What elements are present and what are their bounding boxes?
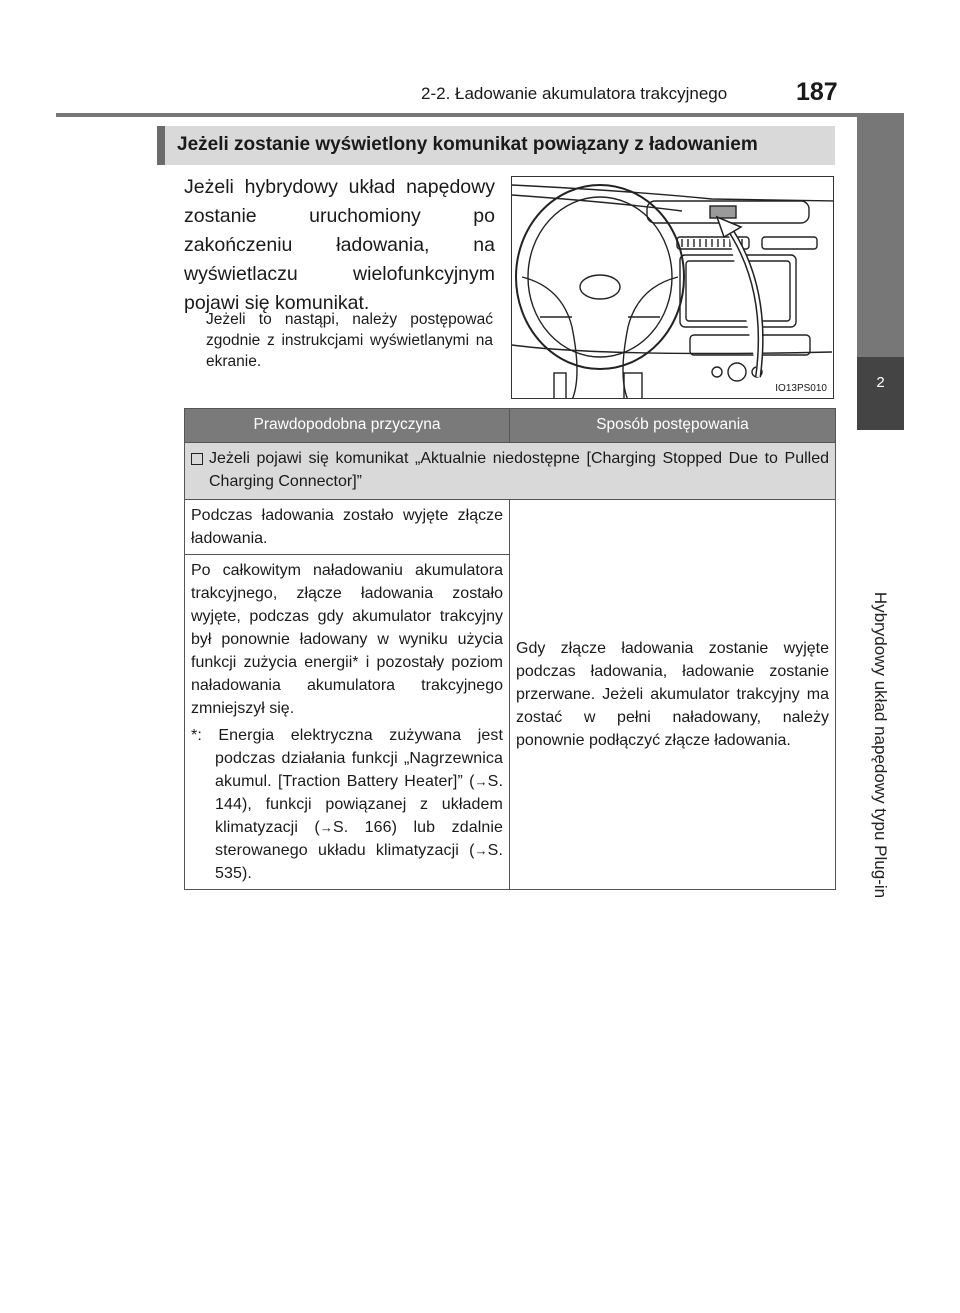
dashboard-drawing: [512, 177, 834, 399]
column-header-cause: Prawdopodobna przyczyna: [185, 409, 510, 443]
section-heading-box: [157, 126, 835, 165]
table-header-row: [185, 409, 836, 443]
condition-text-wrap: [191, 447, 829, 493]
footnote: [191, 724, 503, 885]
intro-paragraph: Jeżeli hybrydowy układ napędowy zostanie uruchomiony po zakończeniu ładowania, na wyświetlaczu wielofunkcyjnym pojawi się komunikat.: [184, 176, 495, 314]
cause-remedy-table: [184, 408, 836, 890]
chapter-tab: 2: [857, 357, 904, 430]
condition-text: Jeżeli pojawi się komunikat „Aktualnie niedostępne [Charging Stopped Due to Pulled Charging Connector]”: [209, 450, 829, 490]
arrow-right-icon: →: [319, 820, 333, 835]
cause-cell-1: Podczas ładowania zostało wyjęte złącze ładowania.: [185, 500, 510, 555]
dashboard-illustration: [511, 176, 834, 399]
page-number: 187: [796, 78, 838, 106]
side-thumb-bar: [857, 117, 904, 357]
running-header-title: 2-2. Ładowanie akumulatora trakcyjnego: [421, 84, 728, 103]
cause-text-2: Po całkowitym naładowaniu akumulatora trakcyjnego, złącze ładowania zostało wyjęte, podczas gdy akumulator trakcyjny był ponownie ładowany w wyniku użycia funkcji zużycia energii* i pozostały poziom naładowania akumulatora trakcyjnego zmniejszył się.: [191, 562, 503, 717]
remedy-cell: Gdy złącze ładowania zostanie wyjęte podczas ładowania, ładowanie zostanie przerwane. Jeżeli akumulator trakcyjny ma zostać w pełni naładowany, należy ponownie podłączyć złącze ładowania.: [510, 500, 836, 890]
table-row: [185, 500, 836, 555]
footnote-ref-2: S. 166) lub zdalnie sterowanego układu klimatyzacji (: [215, 819, 503, 859]
pointer-arrow: [727, 225, 761, 377]
illustration-code: IO13PS010: [775, 383, 827, 394]
arrow-right-icon: →: [474, 843, 488, 858]
checkbox-bullet-icon: [191, 453, 203, 465]
footnote-ref-3: S. 535).: [215, 842, 503, 882]
arrow-right-icon: →: [474, 774, 488, 789]
chapter-side-title: Hybrydowy układ napędowy typu Plug-in: [871, 591, 890, 899]
header-rule: [56, 113, 904, 117]
footnote-ref-1: S. 144), funkcji powiązanej z układem klimatyzacji (: [215, 773, 503, 836]
cause-cell-2: [185, 555, 510, 890]
condition-row: [185, 443, 836, 500]
footnote-text-a: *: Energia elektryczna zużywana jest podczas działania funkcji „Nagrzewnica akumul. [Traction Battery Heater]” (: [191, 727, 503, 790]
column-header-remedy: Sposób postępowania: [510, 409, 836, 443]
note-paragraph: Jeżeli to nastąpi, należy postępować zgodnie z instrukcjami wyświetlanymi na ekranie.: [206, 311, 493, 370]
section-heading: Jeżeli zostanie wyświetlony komunikat powiązany z ładowaniem: [177, 134, 758, 155]
